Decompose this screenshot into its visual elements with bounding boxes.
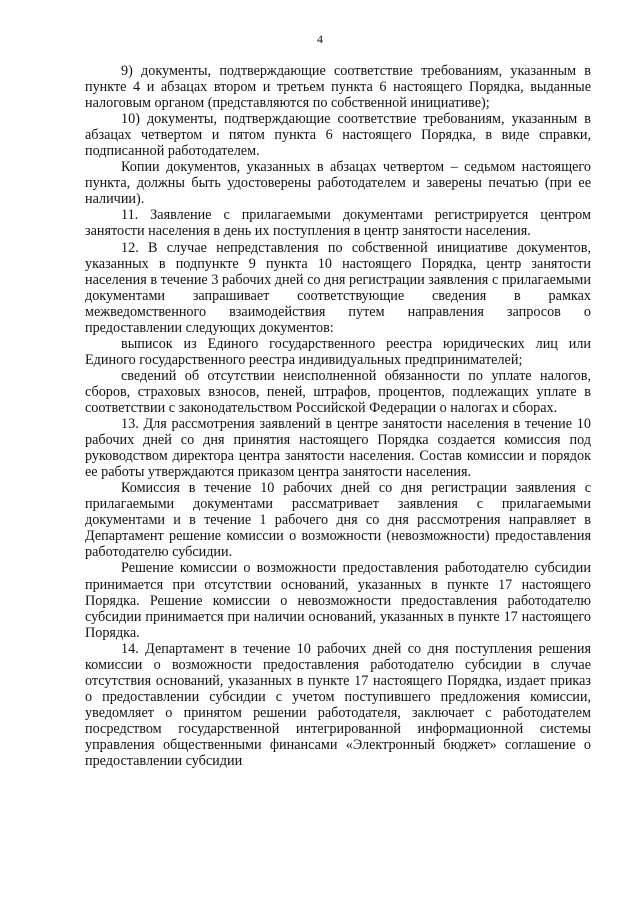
document-body <box>85 63 591 769</box>
paragraph: 11. Заявление с прилагаемыми документами регистрируется центром занятости населения в день их поступления в центр занятости населения. <box>85 207 591 240</box>
paragraph: сведений об отсутствии неисполненной обязанности по уплате налогов, сборов, страховых взносов, пеней, штрафов, процентов, подлежащих уплате в соответствии с законодательством Российской Федерации о налогах и сборах. <box>85 367 591 416</box>
paragraph: 9) документы, подтверждающие соответствие требованиям, указанным в пункте 4 и абзацах втором и третьем пункта 6 настоящего Порядка, выданные налоговым органом (представляются по собственной инициативе); <box>85 63 591 112</box>
paragraph: 12. В случае непредставления по собственной инициативе документов, указанных в подпункте 9 пункта 10 настоящего Порядка, центр занятости населения в течение 3 рабочих дней со дня регистрации заявления с прилагаемыми документами запрашивает соответствующие сведения в рамках межведомственного взаимодействия путем направления запросов о предоставлении следующих документов: <box>85 239 591 336</box>
page-number: 4 <box>317 32 323 46</box>
paragraph: Копии документов, указанных в абзацах четвертом – седьмом настоящего пункта, должны быть удостоверены работодателем и заверены печатью (при ее наличии). <box>85 159 591 208</box>
paragraph: Решение комиссии о возможности предоставления работодателю субсидии принимается при отсутствии оснований, указанных в пункте 17 настоящего Порядка. Решение комиссии о невозможности предоставления работодателю субсидии принимается при наличии оснований, указанных в пункте 17 настоящего Порядка. <box>85 560 591 641</box>
paragraph: 13. Для рассмотрения заявлений в центре занятости населения в течение 10 рабочих дней со дня принятия настоящего Порядка создается комиссия под руководством директора центра занятости населения. Состав комиссии и порядок ее работы утверждаются приказом центра занятости населения. <box>85 416 591 481</box>
paragraph: выписок из Единого государственного реестра юридических лиц или Единого государственного реестра индивидуальных предпринимателей; <box>85 335 591 368</box>
paragraph: 10) документы, подтверждающие соответствие требованиям, указанным в абзацах четвертом и пятом пункта 6 настоящего Порядка, в виде справки, подписанной работодателем. <box>85 111 591 160</box>
paragraph: Комиссия в течение 10 рабочих дней со дня регистрации заявления с прилагаемыми документами рассматривает заявления с прилагаемыми документами и в течение 1 рабочего дня со дня рассмотрения направляет в Департамент решение комиссии о возможности (невозможности) предоставления работодателю субсидии. <box>85 480 591 561</box>
paragraph: 14. Департамент в течение 10 рабочих дней со дня поступления решения комиссии о возможности предоставления работодателю субсидии в случае отсутствия оснований, указанных в пункте 17 настоящего Порядка, издает приказ о предоставлении субсидии с учетом поступившего предложения комиссии, уведомляет о принятом решении работодателя, заключает с работодателем посредством государственной интегрированной информационной системы управления общественными финансами «Электронный бюджет» соглашение о предоставлении субсидии <box>85 640 591 770</box>
